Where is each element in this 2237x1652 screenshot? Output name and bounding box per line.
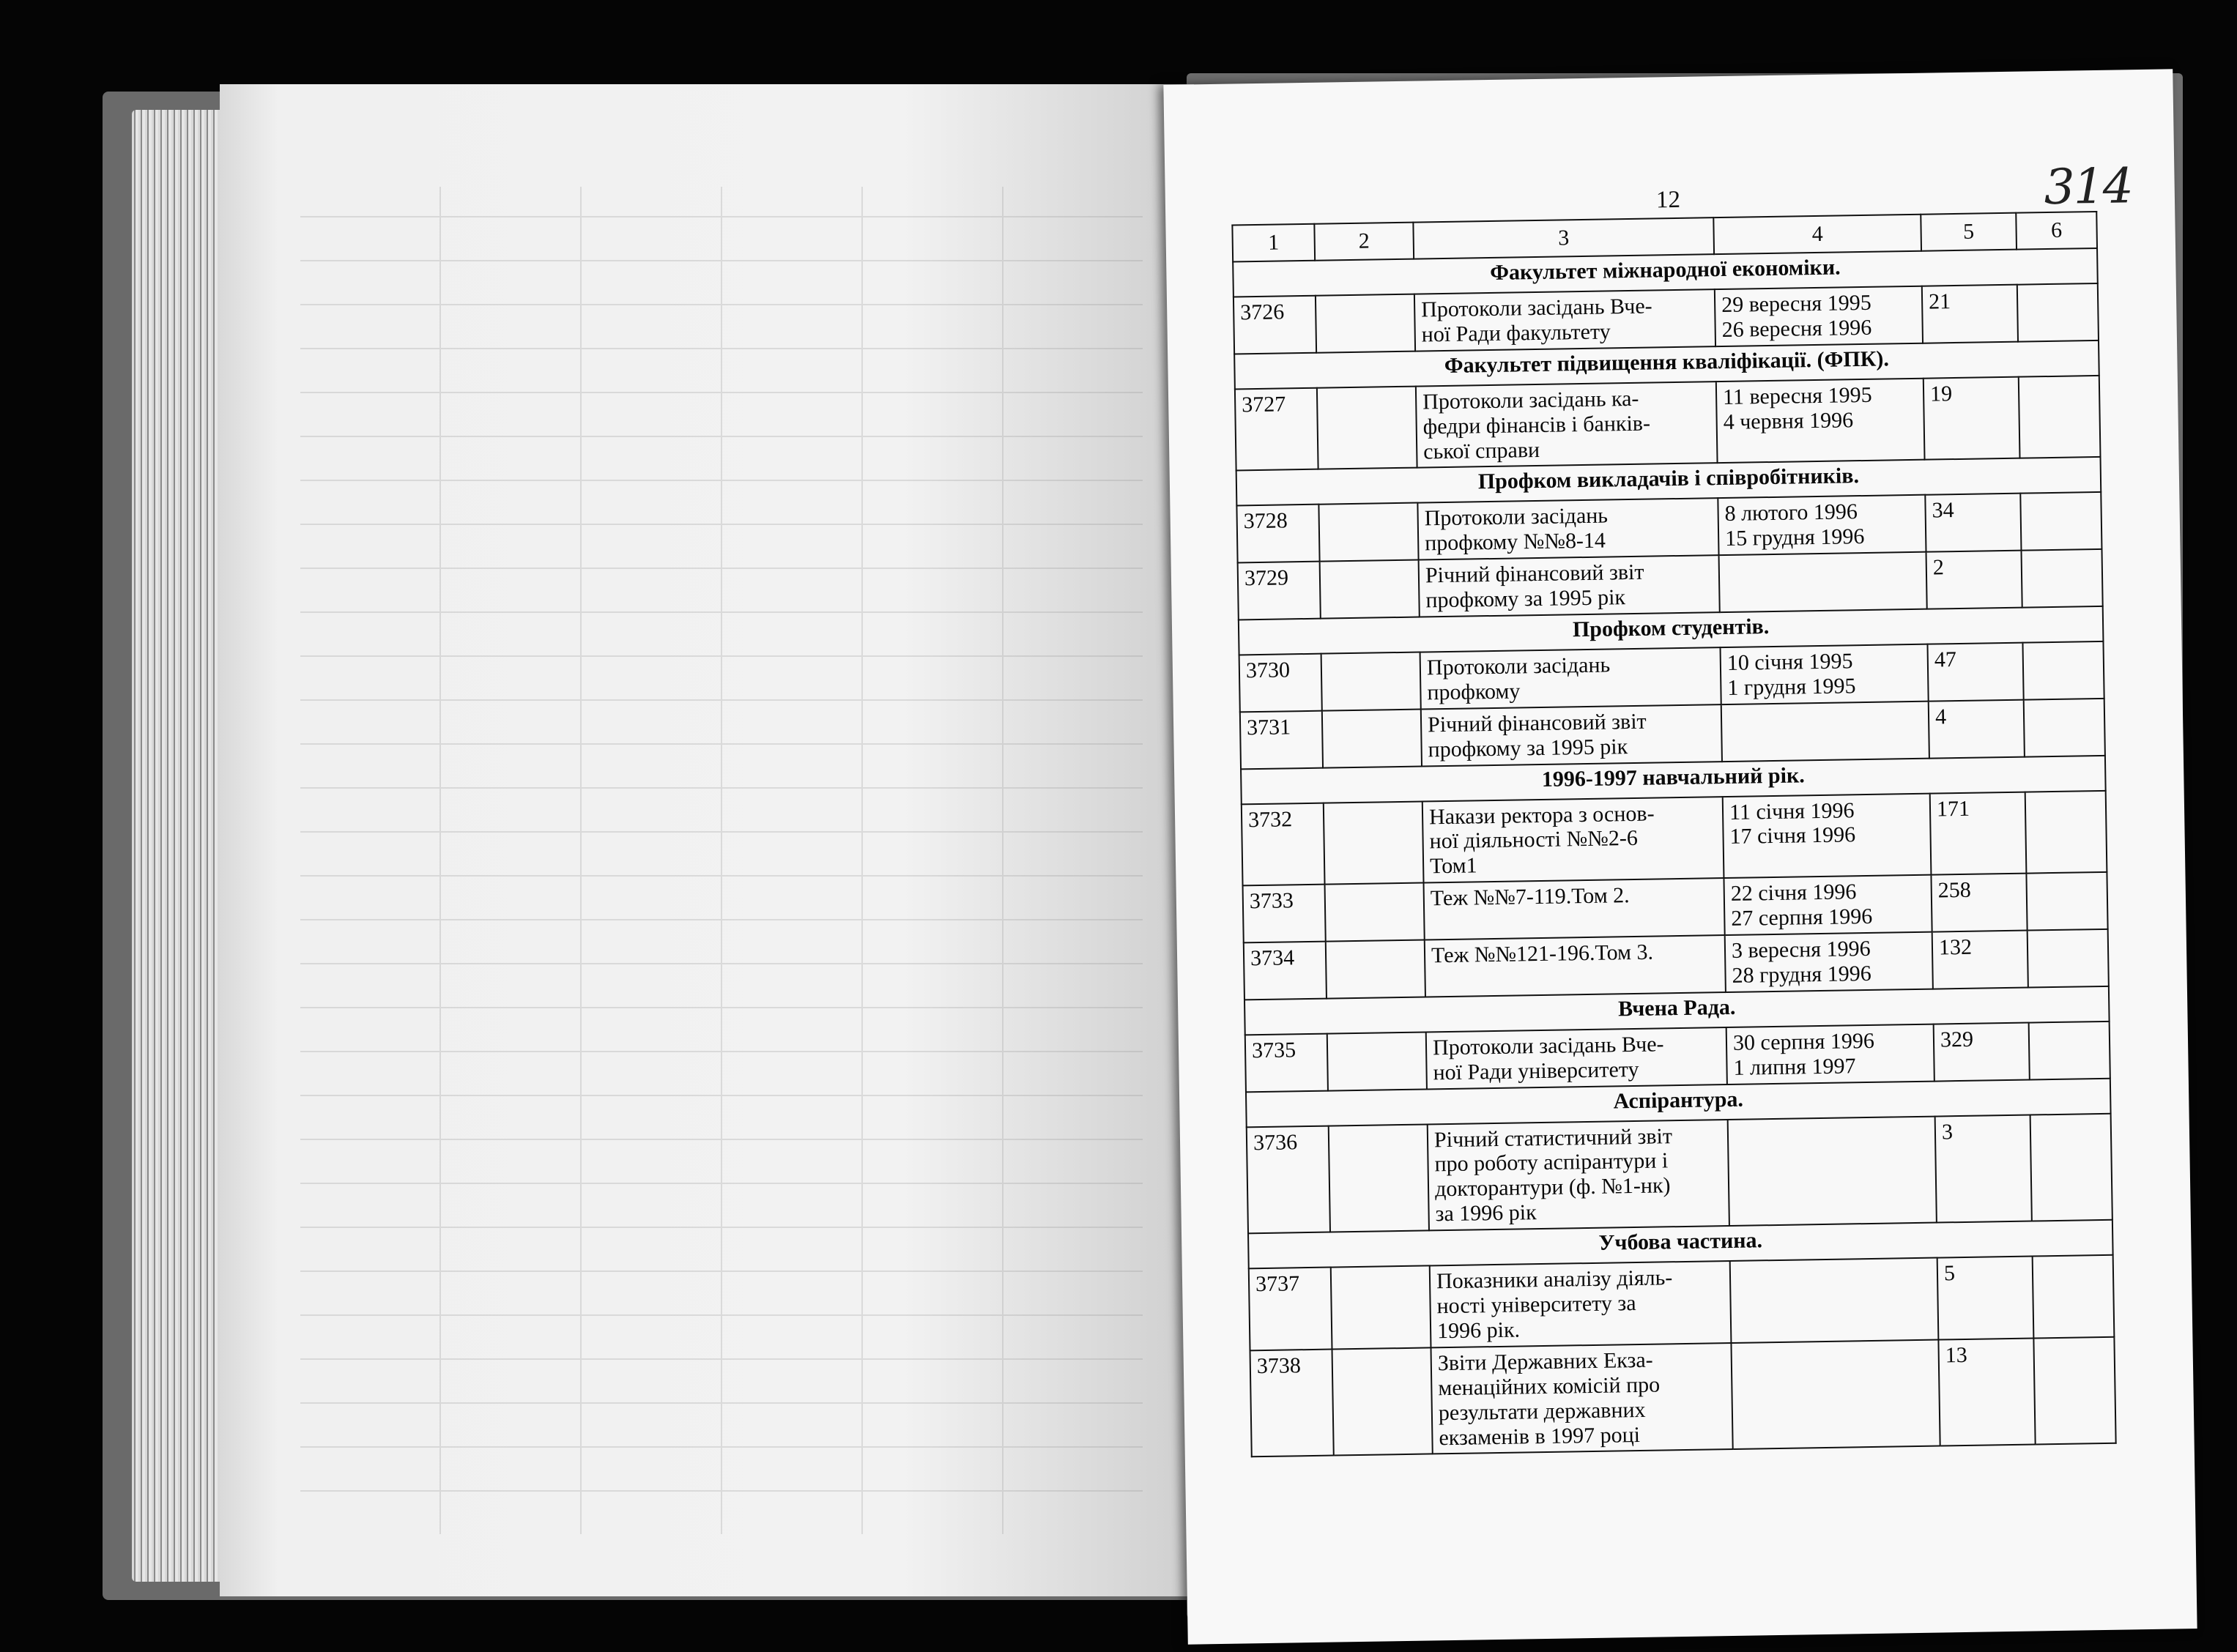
record-date: 1 липня 1997 [1733,1053,1856,1080]
record-title-line: ної Ради університету [1433,1057,1639,1085]
record-dates [1716,378,1925,463]
record-title-line: профкому [1427,679,1521,705]
record-title [1414,289,1715,351]
record-title-line: результати державних [1438,1397,1646,1425]
record-title-line: Протоколи засідань [1424,503,1609,531]
record-dates [1724,875,1932,935]
record-dates [1726,1024,1934,1084]
record-sheet-count: 5 [1937,1257,2034,1340]
record-title [1419,555,1720,617]
column-header: 5 [1921,213,2017,251]
record-date: 15 грудня 1996 [1724,524,1865,551]
record-date: 3 вересня 1996 [1731,936,1871,963]
record-number: 3733 [1243,885,1326,943]
record-date: 29 вересня 1995 [1721,290,1871,318]
handwritten-archive-number: 314 [2044,157,2133,216]
record-number: 3727 [1235,387,1318,470]
record-number: 3730 [1239,654,1322,712]
record-number: 3726 [1233,296,1316,354]
record-title [1417,499,1718,560]
record-title [1428,1120,1729,1231]
record-title [1426,1027,1727,1089]
record-index-cell [1324,801,1424,885]
record-title-line: про роботу аспірантури і [1434,1148,1669,1177]
section-heading: Аспірантура. [1246,1078,2111,1127]
record-row [1249,1255,2115,1350]
record-title-line: Річний фінансовий звіт [1425,559,1644,588]
record-title-line: Теж №№121-196.Том 3. [1431,940,1654,968]
record-title [1422,797,1724,883]
record-title [1424,878,1725,940]
record-dates [1719,552,1927,612]
record-notes-cell [2025,790,2107,873]
record-title-line: Показники аналізу діяль- [1436,1265,1673,1294]
column-header: 6 [2016,212,2097,250]
record-index-cell [1327,1032,1427,1090]
record-title-line: профкому за 1995 рік [1425,585,1626,613]
record-title-line: екзаменів в 1997 році [1439,1422,1641,1450]
record-date: 28 грудня 1996 [1732,961,1871,988]
section-heading: Факультет міжнародної економіки. [1233,248,2098,297]
record-sheet-count: 171 [1930,792,2027,875]
record-row [1247,1113,2112,1233]
record-dates [1721,701,1929,761]
record-dates [1723,793,1932,878]
record-dates [1730,1258,1939,1343]
record-date: 10 січня 1995 [1726,649,1853,675]
record-sheet-count: 3 [1935,1115,2032,1223]
record-title-line: ності університету за [1436,1291,1636,1319]
record-index-cell [1322,709,1422,767]
record-dates [1728,1116,1937,1226]
record-dates [1718,495,1926,555]
record-title-line: 1996 рік. [1436,1317,1521,1344]
record-title-line: Річний статистичний звіт [1433,1123,1673,1152]
record-notes-cell [2026,872,2107,930]
right-page [1163,69,2197,1644]
record-title [1416,382,1718,468]
record-title [1430,1261,1732,1347]
record-date: 22 січня 1996 [1730,879,1857,907]
record-index-cell [1316,294,1415,353]
record-notes-cell [2020,492,2101,550]
record-date: 17 січня 1996 [1729,822,1856,849]
left-page-faded [220,84,1194,1596]
record-row [1250,1337,2116,1457]
record-sheet-count: 13 [1938,1338,2035,1446]
record-notes-cell [2017,283,2099,341]
record-date: 27 серпня 1996 [1731,904,1873,931]
record-dates [1721,644,1929,704]
page-number: 12 [1655,186,1681,214]
record-date: 8 лютого 1996 [1724,499,1858,527]
record-number: 3737 [1249,1268,1332,1350]
record-sheet-count: 47 [1927,643,2023,702]
record-index-cell [1320,560,1420,619]
record-title-line: ної діяльності №№2-6 [1429,826,1639,854]
section-heading: Профком студентів. [1239,606,2104,655]
record-number: 3735 [1245,1033,1328,1092]
record-sheet-count: 4 [1929,699,2025,758]
column-header: 3 [1413,217,1714,258]
record-index-cell [1332,1347,1433,1456]
record-date: 4 червня 1996 [1723,407,1854,434]
record-title-line: Звіти Державних Екза- [1437,1347,1653,1376]
record-dates [1731,1339,1940,1449]
record-title [1420,647,1721,709]
record-title-line: Том1 [1429,853,1477,879]
record-sheet-count: 329 [1934,1022,2030,1081]
record-number: 3732 [1242,803,1325,885]
record-date: 26 вересня 1996 [1721,315,1872,342]
record-sheet-count: 258 [1931,874,2027,932]
section-heading: Учбова частина. [1248,1220,2113,1269]
record-dates [1715,286,1923,346]
column-header: 2 [1314,223,1414,261]
record-notes-cell [2030,1113,2112,1221]
record-index-cell [1331,1266,1431,1350]
record-title-line: Протоколи засідань Вче- [1420,294,1652,322]
record-notes-cell [2033,1255,2115,1338]
record-title-line: Річний фінансовий звіт [1427,709,1647,737]
record-index-cell [1318,503,1418,562]
record-title-line: Протоколи засідань Вче- [1432,1032,1664,1060]
record-number: 3728 [1236,505,1319,563]
record-title-line: профкому за 1995 рік [1428,734,1628,762]
record-title [1425,935,1726,997]
record-sheet-count: 19 [1923,376,2020,460]
record-notes-cell [2028,929,2109,987]
record-title-line: ської справи [1423,437,1540,464]
record-title-line: федри фінансів і банків- [1422,411,1651,439]
record-title-line: Протоколи засідань [1426,652,1611,680]
record-row [1235,376,2101,471]
record-row [1242,790,2107,885]
record-notes-cell [2024,699,2105,756]
section-heading: 1996-1997 навчальний рік. [1241,755,2106,804]
record-title-line: профкому №№8-14 [1424,528,1606,556]
record-sheet-count: 2 [1926,551,2022,609]
record-index-cell [1326,940,1425,999]
record-title-line: Протоколи засідань ка- [1422,386,1639,414]
record-number: 3731 [1240,710,1323,769]
record-title-line: Теж №№7-119.Том 2. [1430,883,1630,911]
record-number: 3729 [1238,562,1321,620]
record-dates [1725,932,1933,992]
bleed-through-table [300,187,1143,1534]
record-sheet-count: 34 [1925,494,2021,552]
column-header: 4 [1713,215,1921,254]
record-date: 30 серпня 1996 [1732,1028,1875,1055]
section-heading: Вчена Рада. [1244,986,2110,1035]
record-title-line: докторантури (ф. №1-нк) [1434,1173,1671,1202]
record-number: 3734 [1244,942,1327,1000]
record-title [1431,1343,1732,1454]
record-sheet-count: 21 [1922,285,2018,343]
record-index-cell [1325,883,1425,942]
record-title-line: Накази ректора з основ- [1428,801,1655,829]
record-index-cell [1321,652,1421,711]
inventory-table [1231,211,2116,1458]
record-title-line: за 1996 рік [1435,1200,1537,1227]
record-date: 11 вересня 1995 [1722,382,1872,409]
record-date: 11 січня 1996 [1729,797,1855,825]
record-notes-cell [2029,1022,2110,1079]
record-date: 1 грудня 1995 [1727,674,1856,700]
record-notes-cell [2021,549,2102,607]
record-notes-cell [2033,1337,2115,1445]
record-notes-cell [2019,376,2101,458]
record-number: 3738 [1250,1349,1334,1456]
record-index-cell [1317,386,1417,469]
section-heading: Профком викладачів і співробітників. [1236,457,2101,506]
inventory-table-body [1232,212,2115,1457]
record-title [1421,704,1722,766]
record-title-line: менаційних комісій про [1438,1372,1661,1400]
column-header: 1 [1232,224,1315,262]
record-number: 3736 [1247,1125,1330,1233]
record-sheet-count: 132 [1932,931,2028,989]
record-notes-cell [2022,641,2104,699]
record-title-line: ної Ради факультету [1421,319,1611,347]
section-heading: Факультет підвищення кваліфікації. (ФПК). [1234,341,2099,390]
record-index-cell [1329,1124,1429,1232]
